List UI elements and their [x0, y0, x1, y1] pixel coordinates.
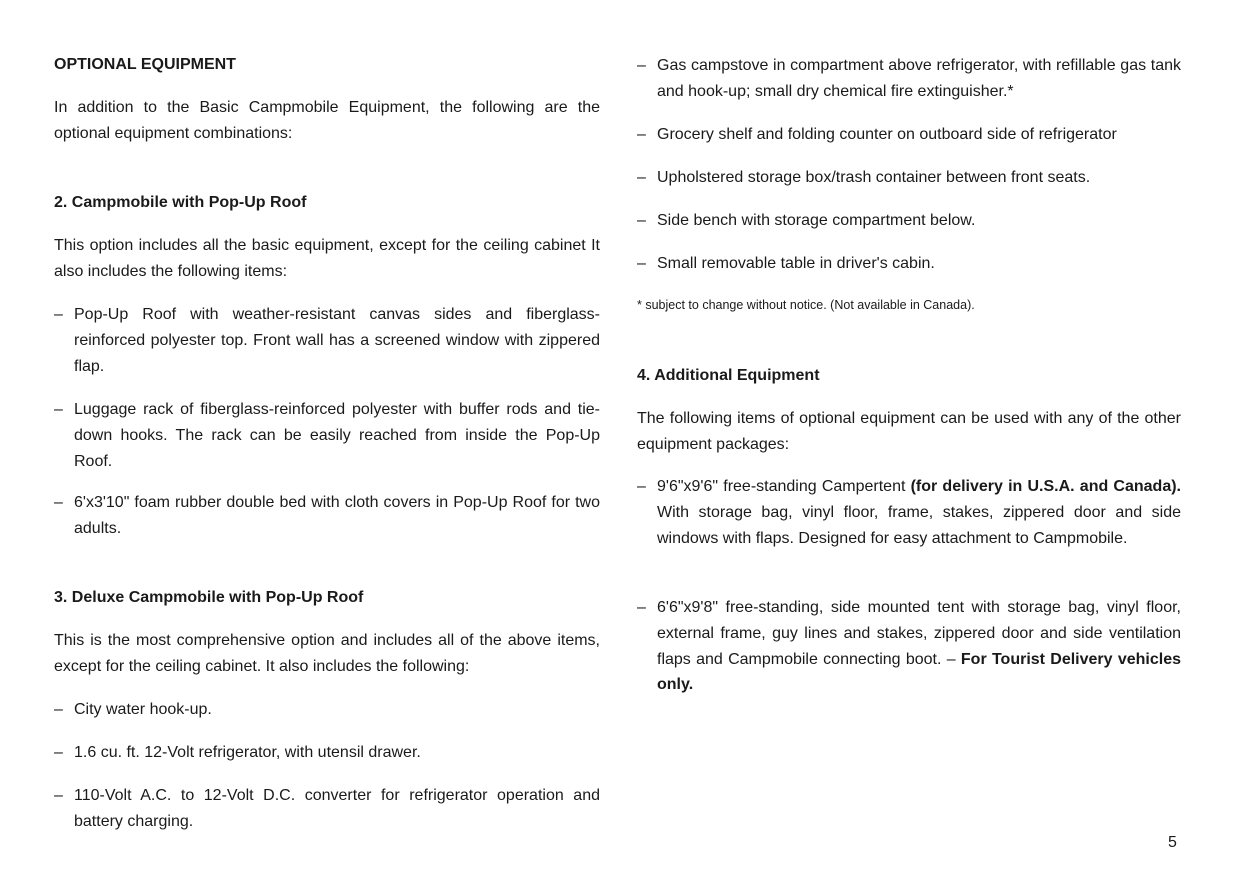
list-item — [637, 122, 1181, 148]
list-item-text: 1.6 cu. ft. 12-Volt refrigerator, with utensil drawer. — [74, 744, 421, 761]
campertent-details: With storage bag, vinyl floor, frame, stakes, zippered door and side windows with flaps. Designed for easy attachment to Campmobile. — [657, 503, 1181, 547]
list-item-text: Grocery shelf and folding counter on outboard side of refrigerator — [657, 126, 1117, 143]
campertent-text: 9'6"x9'6" free-standing Campertent — [657, 478, 911, 495]
bullet-dash: – — [637, 478, 646, 495]
bullet-dash: – — [637, 255, 646, 272]
list-item — [637, 251, 1181, 277]
list-item-text: Pop-Up Roof with weather-resistant canvas sides and fiberglass-reinforced polyester top. Front wall has a screened window with zippered flap. — [74, 306, 600, 375]
list-item-text: Small removable table in driver's cabin. — [657, 255, 935, 272]
list-item-text — [657, 474, 1181, 551]
bullet-dash: – — [637, 57, 646, 74]
bullet-dash: – — [637, 169, 646, 186]
section-3-intro: This is the most comprehensive option and includes all of the above items, except for the ceiling cabinet. It also includes the following: — [54, 632, 600, 675]
list-item — [637, 474, 1181, 551]
list-item — [54, 740, 600, 766]
list-item — [54, 397, 600, 474]
optional-equipment-heading: OPTIONAL EQUIPMENT — [54, 56, 236, 73]
list-item-text: Upholstered storage box/trash container between front seats. — [657, 169, 1091, 186]
bullet-dash: – — [54, 306, 63, 323]
section-3-heading: 3. Deluxe Campmobile with Pop-Up Roof — [54, 589, 364, 606]
list-item-text: 6'x3'10" foam rubber double bed with cloth covers in Pop-Up Roof for two adults. — [74, 494, 600, 537]
footnote: * subject to change without notice. (Not available in Canada). — [637, 298, 975, 312]
list-item — [637, 165, 1181, 191]
list-item — [54, 783, 600, 835]
tent-text: 6'6"x9'8" free-standing, side mounted tent with storage bag, vinyl floor, external frame, guy lines and stakes, zippered door and side ventilation flaps and Campmobile connecting boot. – — [657, 599, 1181, 668]
bullet-dash: – — [637, 599, 646, 616]
list-item-text — [657, 595, 1181, 698]
bullet-dash: – — [54, 494, 63, 511]
list-item-text: Luggage rack of fiberglass-reinforced polyester with buffer rods and tie-down hooks. The rack can be easily reached from inside the Pop-Up Roof. — [74, 401, 600, 470]
bullet-dash: – — [54, 744, 63, 761]
tourist-delivery-note: For Tourist Delivery vehicles only. — [657, 650, 1181, 694]
section-4-heading: 4. Additional Equipment — [637, 367, 820, 384]
list-item — [637, 208, 1181, 234]
list-item-text: 110-Volt A.C. to 12-Volt D.C. converter for refrigerator operation and battery charging. — [74, 787, 600, 830]
campertent-delivery-note: (for delivery in U.S.A. and Canada). — [910, 478, 1181, 495]
list-item — [637, 595, 1181, 698]
bullet-dash: – — [54, 401, 63, 418]
list-item-text: City water hook-up. — [74, 701, 212, 718]
bullet-dash: – — [637, 126, 646, 143]
section-2-heading: 2. Campmobile with Pop-Up Roof — [54, 194, 307, 211]
page-number: 5 — [1168, 834, 1177, 851]
bullet-dash: – — [54, 787, 63, 804]
list-item — [637, 53, 1181, 105]
list-item-text: Gas campstove in compartment above refrigerator, with refillable gas tank and hook-up; small dry chemical fire extinguisher.* — [657, 57, 1181, 100]
list-item — [54, 697, 600, 723]
list-item — [54, 302, 600, 379]
bullet-dash: – — [54, 701, 63, 718]
list-item-text: Side bench with storage compartment below. — [657, 212, 976, 229]
intro-paragraph: In addition to the Basic Campmobile Equipment, the following are the optional equipment combinations: — [54, 99, 600, 142]
list-item — [54, 490, 600, 542]
section-4-intro: The following items of optional equipment can be used with any of the other equipment packages: — [637, 410, 1181, 453]
bullet-dash: – — [637, 212, 646, 229]
section-2-intro: This option includes all the basic equipment, except for the ceiling cabinet It also includes the following items: — [54, 237, 600, 280]
